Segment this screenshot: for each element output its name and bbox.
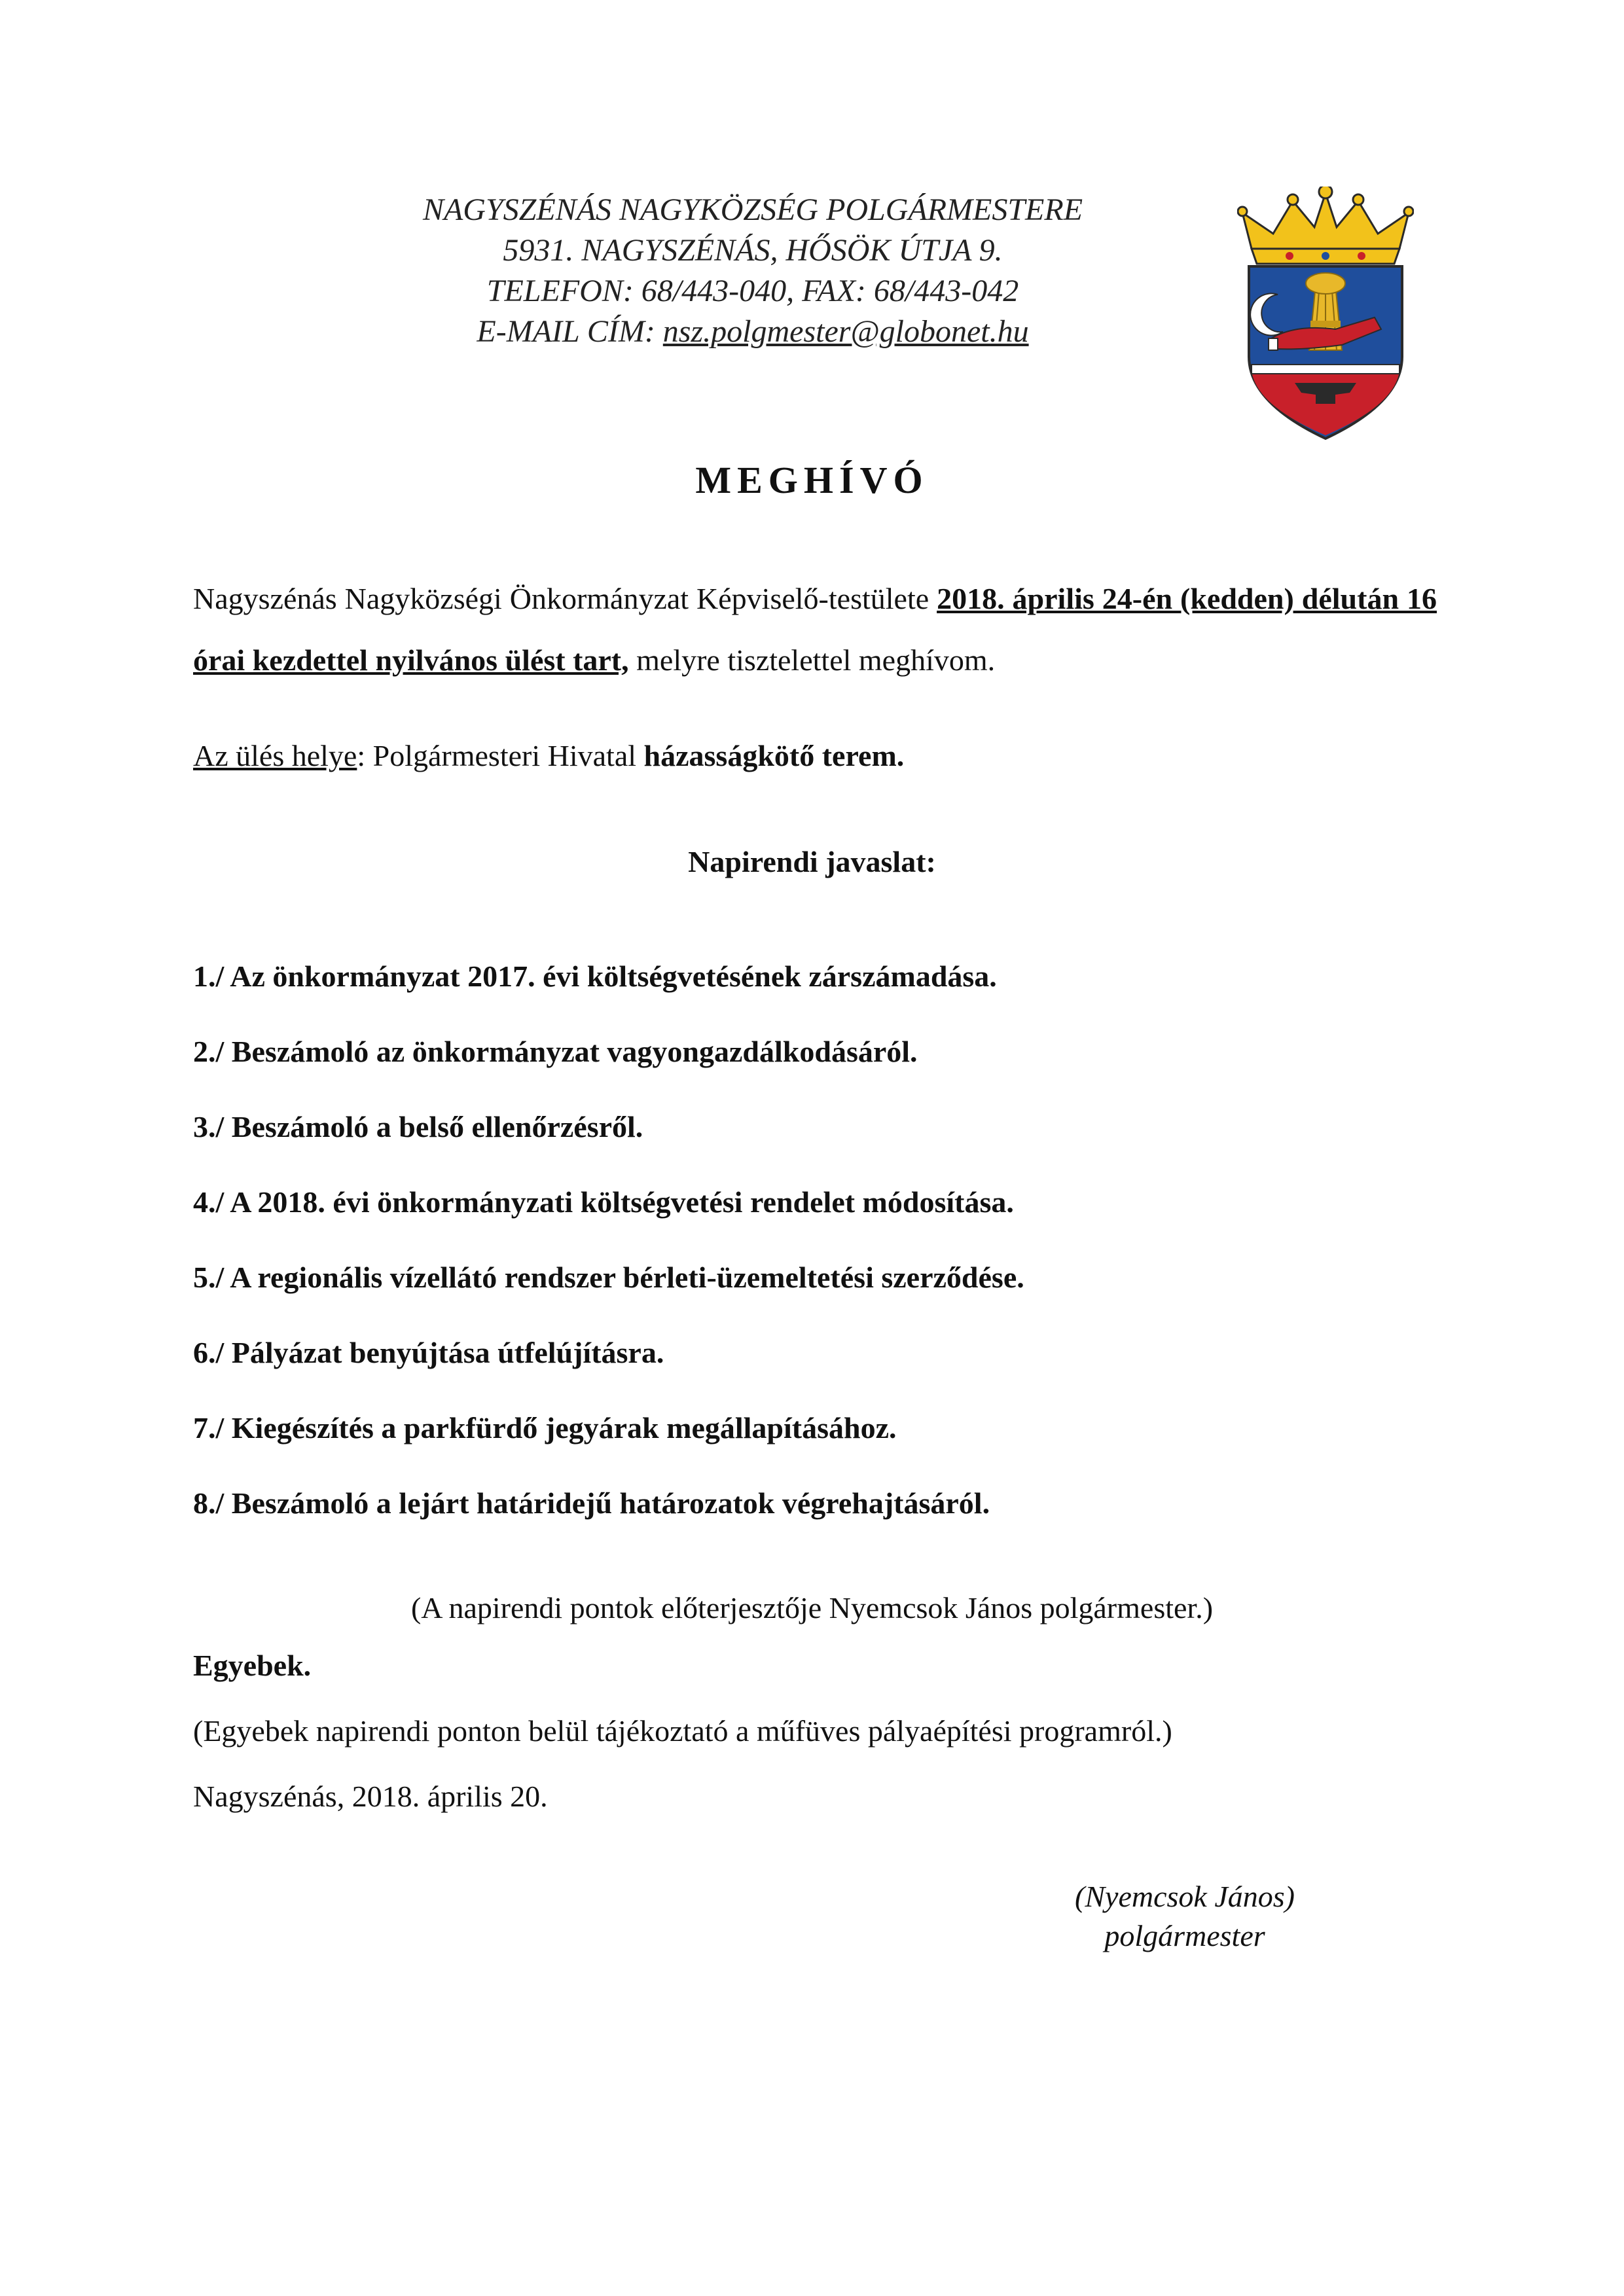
intro-text-2: melyre tisztelettel meghívom. xyxy=(628,643,996,677)
invitation-text xyxy=(193,568,1437,691)
venue-line xyxy=(193,738,904,773)
agenda-item: 7./ Kiegészítés a parkfürdő jegyárak megállapításához. xyxy=(193,1411,897,1444)
agenda-item: 4./ A 2018. évi önkormányzati költségvetési rendelet módosítása. xyxy=(193,1185,1014,1219)
crown-icon xyxy=(1238,187,1413,264)
agenda-heading: Napirendi javaslat: xyxy=(688,845,936,878)
venue-place: házasságkötő terem. xyxy=(643,739,905,772)
agenda-item: 3./ Beszámoló a belső ellenőrzésről. xyxy=(193,1110,643,1143)
signatory-name: (Nyemcsok János) xyxy=(1075,1880,1295,1913)
venue-sep: : Polgármesteri Hivatal xyxy=(357,739,644,772)
letterhead-office: NAGYSZÉNÁS NAGYKÖZSÉG POLGÁRMESTERE xyxy=(422,192,1083,227)
place-date: Nagyszénás, 2018. április 20. xyxy=(193,1780,548,1813)
other-heading: Egyebek. xyxy=(193,1649,312,1682)
letterhead xyxy=(393,190,1113,352)
venue-label: Az ülés helye xyxy=(193,739,357,772)
agenda-item: 2./ Beszámoló az önkormányzat vagyongazdálkodásáról. xyxy=(193,1035,918,1068)
agenda-item: 1./ Az önkormányzat 2017. évi költségvetésének zárszámadása. xyxy=(193,960,997,993)
signatory-role: polgármester xyxy=(1104,1919,1265,1952)
letterhead-phone-fax: TELEFON: 68/443-040, FAX: 68/443-042 xyxy=(486,274,1019,308)
other-note: (Egyebek napirendi ponton belül tájékoztató a műfüves pályaépítési programról.) xyxy=(193,1714,1172,1748)
email-label: E-MAIL CÍM: xyxy=(477,314,663,349)
document-title: MEGHÍVÓ xyxy=(695,459,929,501)
signature-block xyxy=(1021,1877,1348,1956)
coat-of-arms-icon xyxy=(1237,187,1414,442)
agenda-item: 5./ A regionális vízellátó rendszer bérleti-üzemeltetési szerződése. xyxy=(193,1261,1024,1294)
agenda-list xyxy=(193,957,1024,1559)
presenter-note: (A napirendi pontok előterjesztője Nyemcsok János polgármester.) xyxy=(410,1591,1214,1624)
letterhead-email xyxy=(393,312,1113,352)
meeting-time: 2018. április 24-én (kedden) délután 16 órai kezdettel nyilvános ülést tart, xyxy=(193,582,1437,677)
email-link[interactable]: nsz.polgmester@globonet.hu xyxy=(662,314,1029,349)
intro-text-1: Nagyszénás Nagyközségi Önkormányzat Képviselő-testülete xyxy=(193,582,937,615)
agenda-item: 6./ Pályázat benyújtása útfelújításra. xyxy=(193,1336,664,1369)
letterhead-address: 5931. NAGYSZÉNÁS, HŐSÖK ÚTJA 9. xyxy=(503,233,1003,268)
agenda-item: 8./ Beszámoló a lejárt határidejű határozatok végrehajtásáról. xyxy=(193,1486,990,1520)
